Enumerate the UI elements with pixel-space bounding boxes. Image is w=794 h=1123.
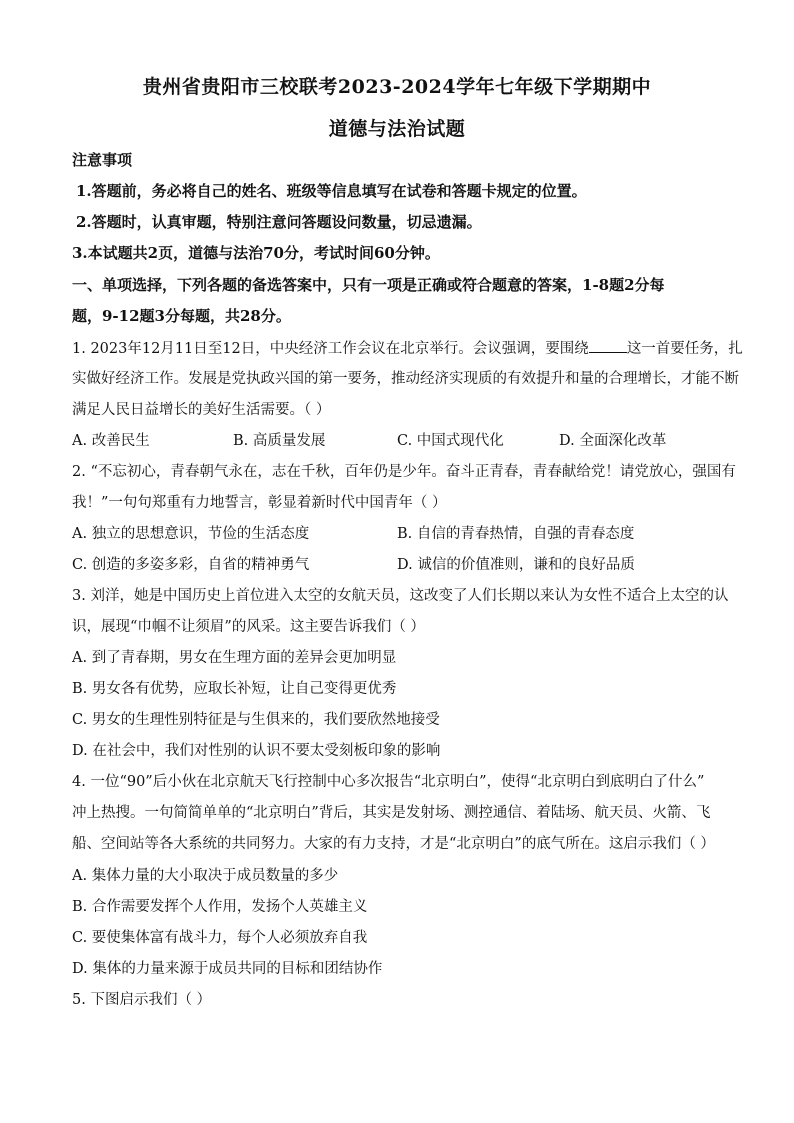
exam-title: 贵州省贵阳市三校联考2023-2024学年七年级下学期期中 [142, 76, 652, 98]
question-2-line-2: 我！”一句句郑重有力地誓言，彰显着新时代中国青年（ ） [72, 495, 447, 511]
notice-item-1: 1.答题前，务必将自己的姓名、班级等信息填写在试卷和答题卡规定的位置。 [76, 182, 587, 200]
question-4-line-3: 船、空间站等各大系统的共同努力。大家的有力支持，才是“北京明白”的底气所在。这启示我们（ ） [72, 836, 715, 852]
section-heading-line-1: 一、单项选择，下列各题的备选答案中，只有一项是正确或符合题意的答案，1-8题2分每 [72, 276, 665, 294]
question-4-option-d: D. 集体的力量来源于成员共同的目标和团结协作 [72, 961, 383, 977]
question-1-option-a: A. 改善民生 [72, 433, 150, 449]
question-4-option-c: C. 要使集体富有战斗力，每个人必须放弃自我 [72, 930, 368, 946]
question-3-option-c: C. 男女的生理性别特征是与生俱来的，我们要欣然地接受 [72, 712, 440, 728]
question-4-line-1: 4. 一位“90”后小伙在北京航天飞行控制中心多次报告“北京明白”，使得“北京明白到底明白了什么” [72, 774, 705, 790]
question-2-option-c: C. 创造的多姿多彩，自省的精神勇气 [72, 557, 310, 573]
question-3-option-b: B. 男女各有优势，应取长补短，让自己变得更优秀 [72, 681, 397, 697]
question-3-line-1: 3. 刘洋，她是中国历史上首位进入太空的女航天员，这改变了人们长期以来认为女性不适合上太空的认 [72, 588, 729, 604]
question-1-text-b: 这一首要任务，扎 [626, 341, 743, 357]
question-3-option-d: D. 在社会中，我们对性别的认识不要太受刻板印象的影响 [72, 743, 441, 759]
question-1-option-c: C. 中国式现代化 [397, 433, 504, 449]
question-4-line-2: 冲上热搜。一句简简单单的“北京明白”背后，其实是发射场、测控通信、着陆场、航天员、火箭、飞 [72, 805, 711, 821]
question-2-option-d: D. 诚信的价值准则，谦和的良好品质 [397, 557, 635, 573]
question-1-line-3: 满足人民日益增长的美好生活需要。（ ） [72, 402, 331, 418]
question-1-option-b: B. 高质量发展 [233, 433, 326, 449]
notice-item-3: 3.本试题共2页，道德与法治70分，考试时间60分钟。 [72, 244, 440, 262]
question-4-option-a: A. 集体力量的大小取决于成员数量的多少 [72, 868, 339, 884]
question-2-option-a: A. 独立的思想意识，节俭的生活态度 [72, 526, 310, 542]
notice-item-2: 2.答题时，认真审题，特别注意问答题设问数量，切忌遗漏。 [76, 213, 482, 231]
question-1-text-a: 1. 2023年12月11日至12日，中央经济工作会议在北京举行。会议强调，要围绕 [72, 341, 589, 357]
question-1-line-1 [72, 338, 743, 359]
question-3-option-a: A. 到了青春期，男女在生理方面的差异会更加明显 [72, 650, 397, 666]
question-1-option-d: D. 全面深化改革 [559, 433, 667, 449]
question-4-option-b: B. 合作需要发挥个人作用，发扬个人英雄主义 [72, 899, 368, 915]
question-2-option-b: B. 自信的青春热情，自强的青春态度 [397, 526, 635, 542]
notice-heading: 注意事项 [72, 151, 133, 169]
question-5-line-1: 5. 下图启示我们（ ） [72, 992, 212, 1008]
question-3-line-2: 识，展现“巾帼不让须眉”的风采。这主要告诉我们（ ） [72, 619, 425, 635]
exam-subtitle: 道德与法治试题 [328, 118, 466, 140]
question-1-line-2: 实做好经济工作。发展是党执政兴国的第一要务，推动经济实现质的有效提升和量的合理增长，才能不断 [72, 371, 739, 387]
section-heading-line-2: 题，9-12题3分每题，共28分。 [72, 307, 291, 325]
answer-blank [589, 338, 627, 353]
question-2-line-1: 2. “不忘初心，青春朝气永在，志在千秋，百年仍是少年。奋斗正青春，青春献给党！请党放心，强国有 [72, 464, 736, 480]
